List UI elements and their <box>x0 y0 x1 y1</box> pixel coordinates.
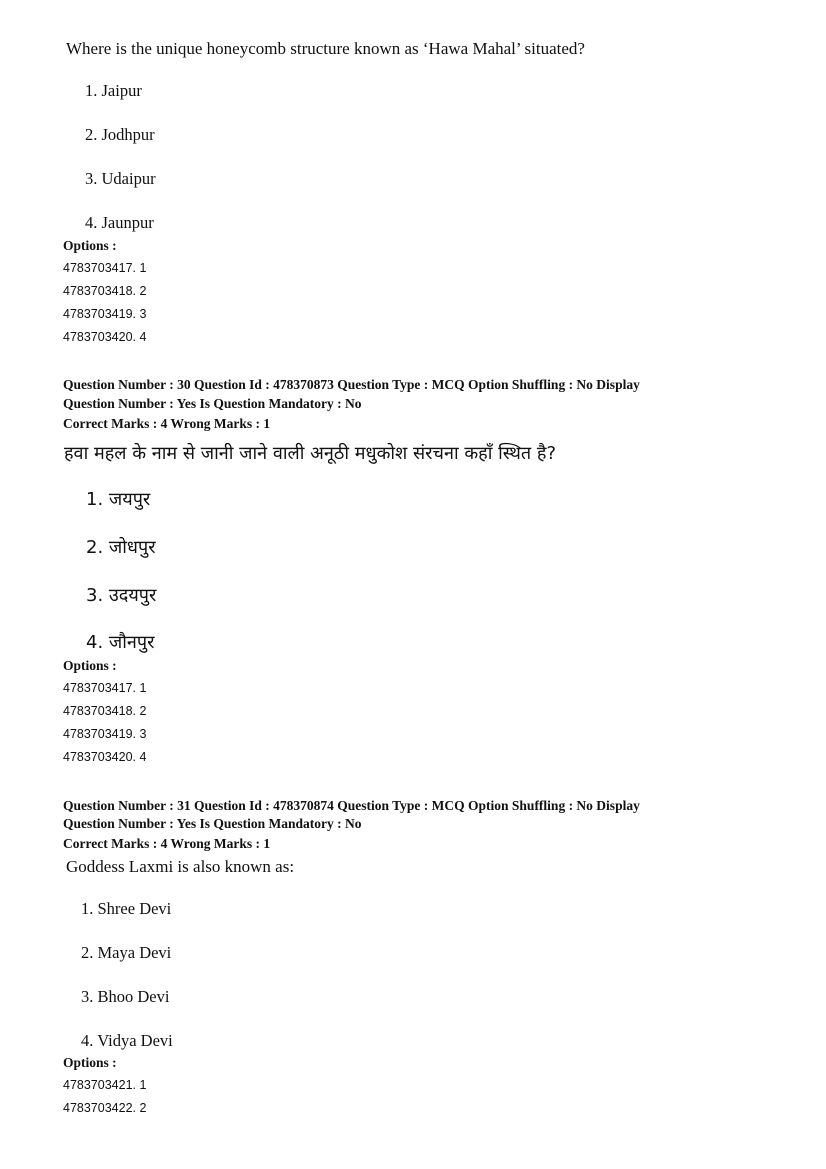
question-meta: Question Number : 30 Question Id : 478370873 Question Type : MCQ Option Shuffling : No Display <box>63 377 640 392</box>
options-label: Options : <box>63 1055 117 1070</box>
choice-4: 4. Jaunpur <box>85 213 154 232</box>
question-text: Where is the unique honeycomb structure known as ‘Hawa Mahal’ situated? <box>66 39 585 58</box>
choice-2: 2. Jodhpur <box>85 125 155 144</box>
choice-4: 4. जौनपुर <box>86 632 155 653</box>
option-id: 4783703422. 2 <box>63 1101 147 1115</box>
option-id: 4783703417. 1 <box>63 681 147 695</box>
question-text: हवा महल के नाम से जानी जाने वाली अनूठी मधुकोश संरचना कहाँ स्थित है? <box>64 443 557 464</box>
choice-4: 4. Vidya Devi <box>81 1031 173 1050</box>
option-id: 4783703418. 2 <box>63 704 147 718</box>
options-label: Options : <box>63 238 117 253</box>
question-meta: Question Number : Yes Is Question Mandatory : No <box>63 396 362 411</box>
question-meta: Question Number : Yes Is Question Mandatory : No <box>63 816 362 831</box>
option-id: 4783703421. 1 <box>63 1078 147 1092</box>
options-label: Options : <box>63 658 117 673</box>
option-id: 4783703420. 4 <box>63 330 147 344</box>
choice-1: 1. Shree Devi <box>81 899 172 918</box>
option-id: 4783703419. 3 <box>63 727 147 741</box>
question-text: Goddess Laxmi is also known as: <box>66 857 295 876</box>
option-id: 4783703419. 3 <box>63 307 147 321</box>
marks-meta: Correct Marks : 4 Wrong Marks : 1 <box>63 416 271 431</box>
option-id: 4783703418. 2 <box>63 284 147 298</box>
choice-3: 3. Udaipur <box>85 169 156 188</box>
marks-meta: Correct Marks : 4 Wrong Marks : 1 <box>63 836 271 851</box>
question-meta: Question Number : 31 Question Id : 478370874 Question Type : MCQ Option Shuffling : No Display <box>63 798 640 813</box>
choice-1: 1. जयपुर <box>86 489 151 510</box>
option-id: 4783703417. 1 <box>63 261 147 275</box>
choice-2: 2. Maya Devi <box>81 943 172 962</box>
choice-1: 1. Jaipur <box>85 81 142 100</box>
choice-3: 3. उदयपुर <box>86 585 157 606</box>
choice-2: 2. जोधपुर <box>86 537 156 558</box>
option-id: 4783703420. 4 <box>63 750 147 764</box>
choice-3: 3. Bhoo Devi <box>81 987 170 1006</box>
